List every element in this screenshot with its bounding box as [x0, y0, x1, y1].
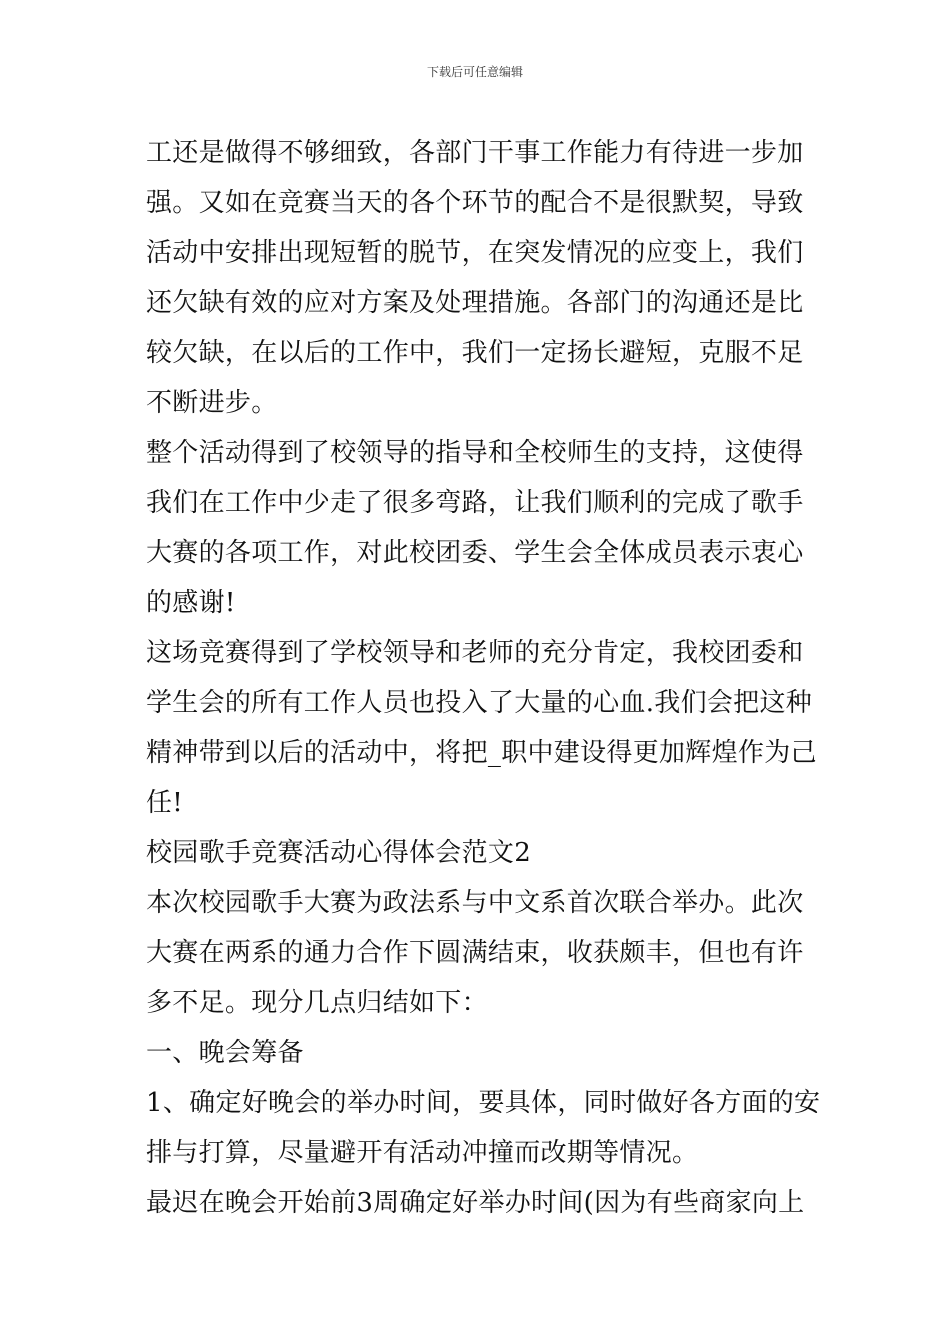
document-body [146, 128, 821, 1228]
text-line: 精神带到以后的活动中，将把_职中建设得更加辉煌作为己 [146, 738, 817, 768]
text-line: 学生会的所有工作人员也投入了大量的心血.我们会把这种 [146, 688, 813, 718]
text-line: 还欠缺有效的应对方案及处理措施。各部门的沟通还是比 [146, 288, 804, 318]
text-line: 不断进步。 [146, 388, 278, 418]
text-line: 我们在工作中少走了很多弯路，让我们顺利的完成了歌手 [146, 488, 804, 518]
text-line: 大赛在两系的通力合作下圆满结束，收获颇丰，但也有许 [146, 938, 804, 968]
text-line: 整个活动得到了校领导的指导和全校师生的支持，这使得 [146, 438, 804, 468]
text-line: 最迟在晚会开始前3周确定好举办时间(因为有些商家向上 [146, 1188, 805, 1218]
page-header: 下载后可任意编辑 [426, 65, 523, 79]
section-heading: 一、晚会筹备 [146, 1038, 304, 1068]
text-line: 大赛的各项工作，对此校团委、学生会全体成员表示衷心 [146, 538, 804, 568]
text-line: 1、确定好晚会的举办时间，要具体，同时做好各方面的安 [146, 1088, 821, 1118]
text-line: 排与打算，尽量避开有活动冲撞而改期等情况。 [146, 1138, 699, 1168]
text-line: 的感谢! [146, 588, 236, 618]
text-line: 较欠缺，在以后的工作中，我们一定扬长避短，克服不足 [146, 338, 804, 368]
text-line: 活动中安排出现短暂的脱节，在突发情况的应变上，我们 [146, 238, 804, 268]
text-line: 强。又如在竞赛当天的各个环节的配合不是很默契，导致 [146, 188, 804, 218]
text-line: 多不足。现分几点归结如下： [146, 988, 488, 1018]
text-line: 任! [146, 788, 184, 818]
text-line: 工还是做得不够细致，各部门干事工作能力有待进一步加 [146, 138, 804, 168]
text-line: 这场竞赛得到了学校领导和老师的充分肯定，我校团委和 [146, 638, 804, 668]
section-title: 校园歌手竞赛活动心得体会范文2 [146, 838, 532, 868]
text-line: 本次校园歌手大赛为政法系与中文系首次联合举办。此次 [146, 888, 804, 918]
